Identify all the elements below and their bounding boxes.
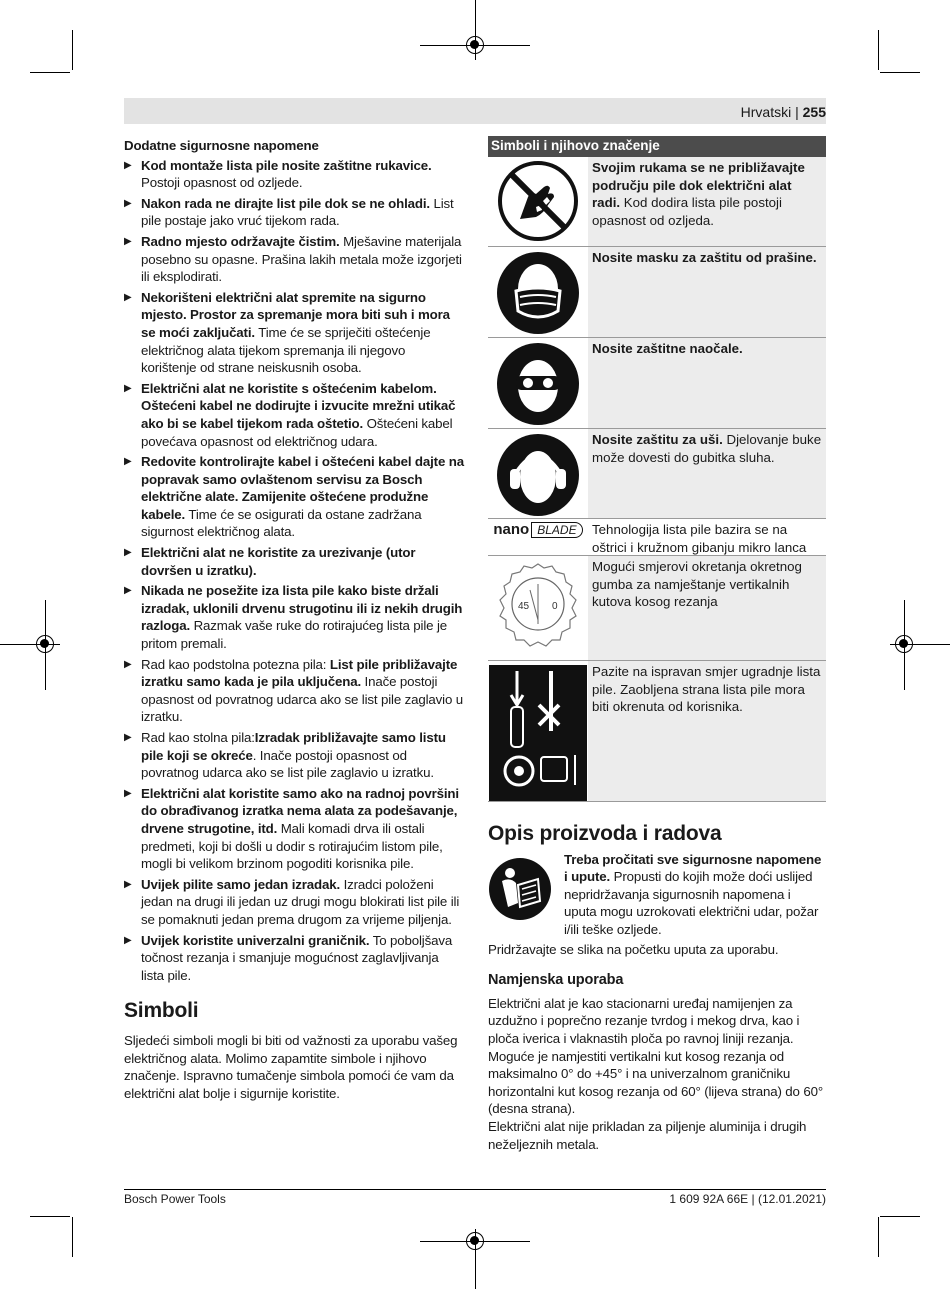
warning-block [488, 851, 826, 939]
bullet-text: Izradci položeni jedan na drugi ili jedan uz drugi mogu blokirati list pile ili se pomaknuti jedan prema drugom za vrijeme piljenja. [141, 876, 460, 927]
crop-mark [878, 1217, 879, 1257]
registration-mark-icon [895, 635, 913, 653]
crop-mark [30, 1216, 70, 1217]
symbol-row [488, 556, 826, 661]
bullet-text: Mješavine materijala posebno su opasne. Prašina lakih metala može izgorjeti ili eksplodirati. [141, 233, 462, 285]
safety-bullet [124, 544, 464, 579]
bullet-text: . Inače postoji opasnost od povratnog udarca ako se list pile zaglavio u izratku. [141, 747, 434, 781]
safety-bullet [124, 582, 464, 652]
safety-bullet [124, 289, 464, 377]
footer-rule [124, 1189, 826, 1190]
nanoblade-logo [488, 519, 588, 555]
blade-direction-icon [488, 661, 588, 801]
simboli-heading: Simboli [124, 999, 199, 1023]
crop-mark [878, 30, 879, 70]
safety-bullet [124, 876, 464, 929]
usage-paragraph: Električni alat je kao stacionarni uređaj namijenjen za uzdužno i poprečno rezanje tvrdog i mekog drva, kao i ploča iverica i vlaknastih ploča po ravnoj liniji rezanja. [488, 995, 800, 1046]
registration-mark-icon [466, 1232, 484, 1250]
safety-goggles-icon [488, 338, 588, 428]
bullet-bold: Uvijek koristite univerzalni graničnik. [141, 932, 370, 948]
symbol-text: Mogući smjerovi okretanja okretnog gumba za namještanje vertikalnih kutova kosog rezanja [592, 559, 802, 610]
knob-right-label: 0 [552, 601, 558, 612]
bullet-text: Postoji opasnost od ozljede. [141, 175, 303, 191]
bullet-bold: Redovite kontrolirajte kabel i oštećeni kabel dajte na popravak samo ovlaštenom servisu za Bosch električne alate. Zamijenite oštećene produžne kabele. [141, 454, 464, 522]
usage-paragraph: Moguće je namjestiti vertikalni kut kosog rezanja od maksimalno 0° do +45° i na univerzalnom graničniku horizontalni kut kosog rezanja od 60° (lijeva strana) do 60° (desna strana). [488, 1048, 823, 1117]
bullet-bold: Nekorišteni električni alat spremite na sigurno mjesto. Prostor za spremanje mora biti suh i mora se moći zaključati. [141, 289, 450, 340]
symbol-description [588, 247, 826, 337]
dust-mask-icon [488, 247, 588, 337]
safety-bullet [124, 195, 464, 230]
logo-word-nano: nano [493, 521, 530, 538]
hold-figures-text: Pridržavajte se slika na početku uputa za uporabu. [488, 941, 779, 957]
safety-bullet [124, 380, 464, 450]
safety-bullet [124, 157, 464, 192]
symbol-bold-text: Svojim rukama se ne približavajte području pile dok električni alat radi. [592, 160, 805, 211]
symbol-text: Kod dodira lista pile postoji opasnost od ozljeda. [592, 195, 782, 228]
safety-bullet [124, 233, 464, 286]
crop-mark [72, 1217, 73, 1257]
registration-mark-icon [36, 635, 54, 653]
bullet-text: Oštećeni kabel povećava opasnost od električnog udara. [141, 415, 453, 449]
symbols-table-header: Simboli i njihovo značenje [488, 136, 826, 157]
symbol-row [488, 338, 826, 429]
symbol-text: Djelovanje buke može dovesti do gubitka sluha. [592, 432, 822, 465]
left-column [124, 137, 464, 1102]
symbol-description [588, 338, 826, 428]
crop-mark [30, 72, 70, 73]
symbol-description [588, 157, 826, 246]
footer-doc-id: 1 609 92A 66E | (12.01.2021) [669, 1192, 826, 1206]
crop-mark [72, 30, 73, 70]
bullet-bold: Nikada ne posežite iza lista pile kako biste držali izradak, uklonili drvenu strugotinu ili iz nekih drugih razloga. [141, 583, 463, 634]
ear-protection-icon [488, 429, 588, 518]
bullet-prefix: Rad kao podstolna potezna pila: [141, 656, 330, 672]
warning-bold: Treba pročitati sve sigurnosne napomene i upute. [564, 851, 822, 885]
symbol-row [488, 519, 826, 556]
read-manual-icon [488, 851, 564, 939]
usage-paragraph: Električni alat nije prikladan za piljenje aluminija i drugih neželjeznih metala. [488, 1118, 807, 1152]
symbol-bold-text: Nosite zaštitu za uši. [592, 432, 723, 447]
page-number: 255 [802, 104, 826, 120]
bullet-text: To poboljšava točnost rezanja i smanjuje mogućnost zaglavljivanja lista pile. [141, 932, 453, 983]
page-header: Hrvatski | 255 [740, 104, 826, 120]
simboli-paragraph: Sljedeći simboli mogli bi biti od važnosti za uporabu vašeg električnog alata. Molimo zapamtite simbole i njihovo značenje. Ispravno tumačenje simbola pomoći će vam da električni alat bolje i sigurnije koristite. [124, 1032, 458, 1101]
bullet-bold: Kod montaže lista pile nosite zaštitne rukavice. [141, 157, 432, 173]
symbol-row [488, 157, 826, 247]
bullet-text: List pile postaje jako vruć tijekom rada. [141, 195, 454, 229]
bullet-text: Razmak vaše ruke do rotirajućeg lista pile je pritom premali. [141, 618, 447, 652]
bullet-bold: Električni alat ne koristite za urezivanje (utor dovršen u izratku). [141, 545, 416, 578]
warning-text [564, 851, 826, 939]
symbol-row [488, 661, 826, 802]
knob-left-label: 45 [518, 601, 530, 612]
bullet-prefix: Rad kao stolna pila: [141, 730, 255, 745]
safety-bullet [124, 453, 464, 541]
symbol-text: Pazite na ispravan smjer ugradnje lista pile. Zaobljena strana lista pile mora biti okrenuta od korisnika. [592, 664, 821, 715]
bevel-knob-icon [488, 556, 588, 660]
safety-bullet [124, 785, 464, 873]
safety-bullet [124, 656, 464, 726]
bullet-bold: Nakon rada ne dirajte list pile dok se ne ohladi. [141, 195, 430, 211]
safety-bullet [124, 729, 464, 782]
bullet-bold: Radno mjesto održavajte čistim. [141, 233, 340, 249]
bullet-text: Time će se spriječiti oštećenje električnog alata tijekom spremanja ili njegovo korištenje od strane neiskusnih osoba. [141, 324, 431, 376]
symbol-description [588, 661, 826, 801]
symbol-row [488, 247, 826, 338]
symbol-description [588, 429, 826, 518]
crop-mark [880, 1216, 920, 1217]
bullet-bold: List pile približavajte izratku samo kada je pila uključena. [141, 656, 458, 690]
symbol-description [588, 556, 826, 660]
header-language: Hrvatski [740, 104, 792, 120]
footer-brand: Bosch Power Tools [124, 1192, 226, 1206]
bullet-text: Inače postoji opasnost od povratnog udarca ako se list pile zaglavio u izratku. [141, 674, 464, 725]
safety-bullet [124, 932, 464, 985]
symbol-bold-text: Nosite masku za zaštitu od prašine. [592, 250, 817, 265]
product-description-heading: Opis proizvoda i radova [488, 822, 722, 845]
section-title: Dodatne sigurnosne napomene [124, 138, 319, 153]
usage-heading: Namjenska uporaba [488, 972, 624, 989]
no-hands-icon [488, 157, 588, 246]
bullet-bold: Uvijek pilite samo jedan izradak. [141, 876, 341, 892]
bullet-text: Mali komadi drva ili ostali predmeti, koji bi došli u dodir s rotirajućim listom pile, mogli bi velikom brzinom pogoditi korisnika pile. [141, 820, 443, 872]
right-column [488, 822, 826, 1153]
symbol-row [488, 429, 826, 519]
header-band [124, 98, 826, 124]
symbol-description [588, 519, 826, 555]
bullet-bold: Električni alat ne koristite s oštećenim kabelom. Oštećeni kabel ne dodirujte i izvucite mrežni utikač ako bi se kabel tijekom rada oštetio. [141, 380, 456, 431]
logo-word-blade: BLADE [531, 522, 582, 538]
registration-mark-icon [466, 36, 484, 54]
safety-bullet-list [124, 157, 464, 985]
crop-mark [880, 72, 920, 73]
symbols-table [488, 136, 826, 802]
bullet-bold: Električni alat koristite samo ako na radnoj površini do obrađivanog izratka nema alata za podešavanje, drvene strugotine, itd. [141, 785, 459, 836]
bullet-bold: Izradak približavajte samo listu pile koji se okreće [141, 730, 446, 763]
bullet-text: Time će se osigurati da ostane zadržana sigurnost električnog alata. [141, 506, 422, 540]
symbol-bold-text: Nosite zaštitne naočale. [592, 341, 743, 356]
warning-body: Propusti do kojih može doći uslijed nepridržavanja sigurnosnih napomena i uputa mogu uzrokovati električni udar, požar i/ili teške ozljede. [564, 869, 819, 937]
symbol-text: Tehnologija lista pile bazira se na oštrici i kružnom gibanju mikro lanca [592, 522, 807, 555]
